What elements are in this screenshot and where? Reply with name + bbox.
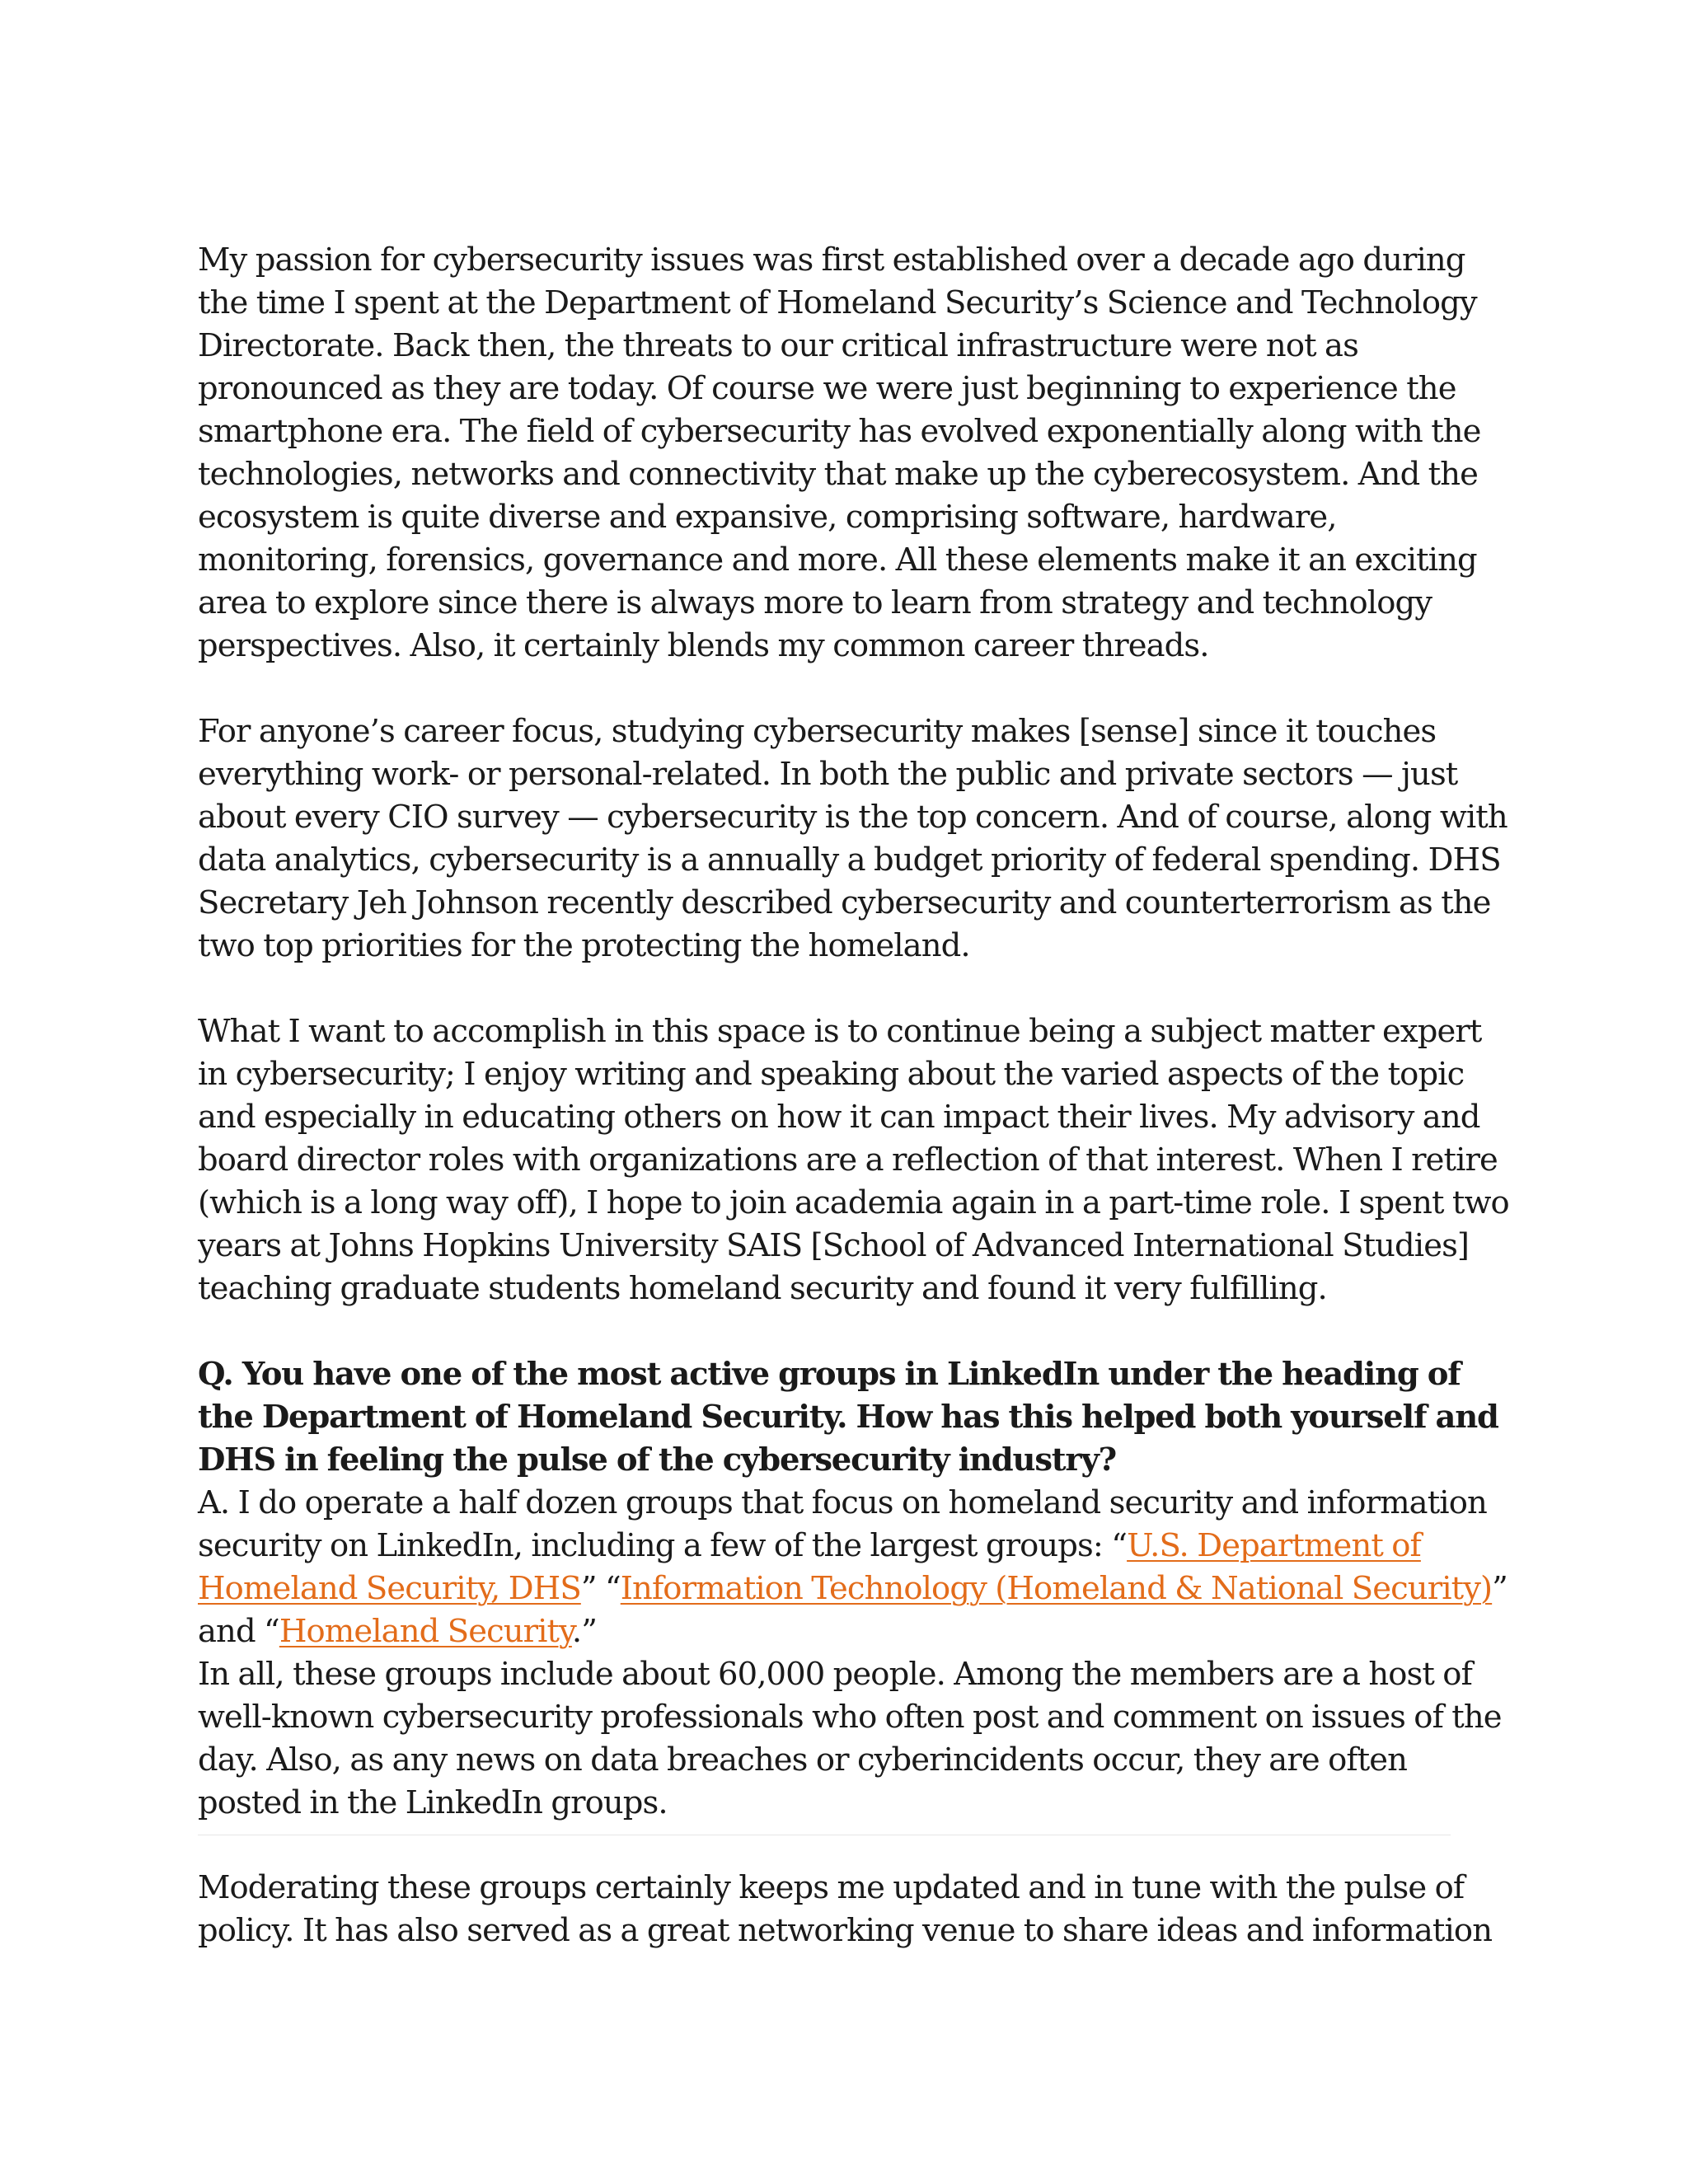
answer-end: .” — [571, 1613, 597, 1650]
interview-question: Q. You have one of the most active groups in LinkedIn under the heading of the Department of Homeland Security. How has this helped both yourself and DHS in feeling the pulse of the cybersecurity industry? — [198, 1356, 1498, 1479]
paragraph-passion: My passion for cybersecurity issues was first established over a decade ago during the time I spent at the Department of Homeland Security’s Science and Technology Directorate. Back then, the threats to our critical infrastructure were not as pronounced as they are today. Of course we were just beginning to experience the smartphone era. The field of cybersecurity has evolved exponentially along with the technologies, networks and connectivity that make up the cyberecosystem. And the ecosystem is quite diverse and expansive, comprising software, hardware, monitoring, forensics, governance and more. All these elements make it an exciting area to explore since there is always more to learn from strategy and technology perspectives. Also, it certainly blends my common career threads. — [198, 241, 1481, 664]
paragraph-career-focus: For anyone’s career focus, studying cybersecurity makes [sense] since it touches everything work- or personal-related. In both the public and private sectors — just about every CIO survey — cybersecurity is the top concern. And of course, along with data analytics, cybersecurity is a annually a budget priority of federal spending. DHS Secretary Jeh Johnson recently described cybersecurity and counterterrorism as the two top priorities for the protecting the homeland. — [198, 713, 1507, 964]
paragraph-goals: What I want to accomplish in this space is to continue being a subject matter expert in cybersecurity; I enjoy writing and speaking about the varied aspects of the topic and especially in educating others on how it can impact their lives. My advisory and board director roles with organizations are a reflection of that interest. When I retire (which is a long way off), I hope to join academia again in a part-time role. I spent two years at Johns Hopkins University SAIS [School of Advanced International Studies] teaching graduate students homeland security and found it very fulfilling. — [198, 1013, 1509, 1307]
paragraph-groups-members: In all, these groups include about 60,000 people. Among the members are a host of well-known cybersecurity professionals who often post and comment on issues of the day. Also, as any news on data breaches or cyberincidents occur, they are often posted in the LinkedIn groups. — [198, 1656, 1502, 1821]
paragraph-moderating: Moderating these groups certainly keeps me updated and in tune with the pulse of policy. It has also served as a great networking venue to share ideas and information — [198, 1869, 1493, 1949]
link-it-homeland-group[interactable]: Information Technology (Homeland & National Security) — [620, 1570, 1493, 1607]
answer-intro: A. I do operate a half dozen groups that focus on homeland security and information security on LinkedIn, including a few of the largest groups: “ — [198, 1484, 1487, 1564]
answer-separator-2: ” and “ — [198, 1570, 1507, 1650]
answer-separator-1: ” “ — [580, 1570, 621, 1607]
document-body — [198, 239, 1517, 1952]
link-homeland-security-group[interactable]: Homeland Security — [279, 1613, 572, 1650]
link-dhs-group[interactable]: U.S. Department of Homeland Security, DHS — [198, 1527, 1421, 1607]
interview-answer — [198, 1482, 1517, 1653]
